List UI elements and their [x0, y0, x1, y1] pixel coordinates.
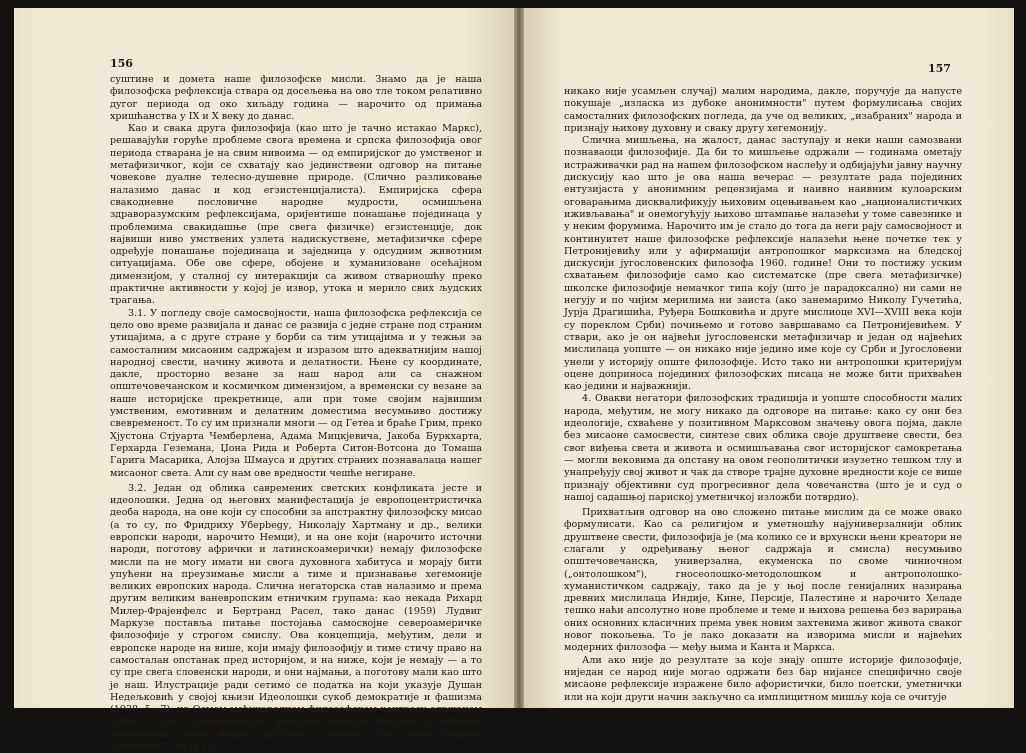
- paragraph: суштине и домета наше филозофске мисли. Знамо да је наша филозофска рефлексија ствара од досељења на ово тле током релативно дугог периода од око хиљаду година — нарочито од примања хришћанства у IX и X веку до данас.: [110, 74, 482, 122]
- paragraph: никако није усамљен случај) малим народима, дакле, поручује да напусте покушаје „изласка из дубоке анонимности" путем формулисања својих самосталних филозофских погледа, да уче од великих, „изабраних" народа и признају њихову духовну и сваку другу хегемонију.: [564, 86, 962, 134]
- left-page-text: [110, 74, 482, 753]
- left-page: [14, 8, 514, 753]
- paragraph: 3.1. У погледу своје самосвојности, наша филозофска рефлексија се цело ово време развијала и данас се развија с једне стране под страним утицајима, а с друге стране у борби са тим утицајима и у тежњи за самосталним мисаоним садржајем и изразом што адекватнијим нашој народној свести, начину живота и делатности. Њене су координате, дакле, простoрно везане за наш народ али са снажном општечовечанском и космичком димензијом, а временски су везане за наше историјске прекретнице, али при томе својим највишим умственим, емотивним и делатним доместима несумњиво достижу свевременост. То су им признали многи — од Гетеа и браће Грим, преко Хјустона Стјуарта Чемберлена, Адама Мицкјевича, Јакоба Буркхарта, Герхарда Геземана, Џона Рида и Роберта Ситон-Вотсона до Томаша Гарига Масарика, Алојза Шмауса и других страних познавалаца нашег мисаоног света. Али су нам ове вредности чешће негиране.: [110, 307, 482, 479]
- paragraph: 3.2. Један од облика савремених светских конфликата јесте и идеолошки. Једна од његових манифестација је европоцентристичка деоба народа, на оне који су способни за апстрактну филозофску мисао (а то су, по Фридриху Уберbegу, Николају Хартману и др., велики европски народи, нарочито Немци), и на оне који (нарочито источни народи, поготову афрички и латинскоамерички) немају филозофске мисли па не могу имати ни свога духовнога хабитуса и морају бити упућени на преузимање мисли а тиме и признавање хегемоније великих европских народа. Слична негаторска став налазимо и према другим великим ваневропским етничким групама: као некада Рихард Милер-Фрајенфелс и Бертранд Расел, тако данас (1959) Лудвиг Маркузе поставља питање постојања самосвојне севeроамеричке филозофије у строгом смислу. Ова концепција, међутим, дели и европске народе на више, који имају филозофију и тиме стичу право на самосталан опстанак пред историјом, и на ниже, који је немају — а то су пре свега словенски народи, и они најмањи, а поготову мали као што је наш. Илустрације ради сетимо се податка на који указује Душан Недељковић у својој књизи Идеолошки сукоб демократије и фашизма (1938, 5—7): на Осмом међународном филозофском конгресу одржаном 1934. у Прагу реакционарни филозоф Николај Хартман је добацио делегатима малих народа дословно следеће: „Ви, мали, пишите уџбенике!". Он (а то: [110, 482, 482, 753]
- book-spread: [14, 8, 1014, 753]
- right-page-text: [564, 86, 962, 704]
- paragraph: 4. Овакви негатори филозофских традиција и уопште способности малих народа, међутим, не могу никако да одговоре на питање: како су они без идеологије, схваћене у позитивном Марксовом значењу овога појма, дакле без мисаоне самосвести, синтезе свих облика своје друштвене свести, без свог виђења света и живота и осмишљавања свог историјског самокретања — могли вековима да опстану на овом геополитички изузетно тешком тлу и унапређују свој живот и чак да створе трајне духовне вредности које се више признају објективни суд прогресивног дела човечанства (што је и суд о нашој садашњој парискoj уметничкој изложби потврдио).: [564, 393, 962, 503]
- paragraph: Као и свака друга филозофија (као што је тачно истакао Маркс), решавајући горуће проблеме свога времена и српска филозофија овог периода стварана је на свим нивоима — од емпиријског до умственог и метафизичког, који се схватају као јединствени одговор на питање човекове дуалне телесно-душевне природе. (Сличнo разликовање налазимо данас и код егзистенцијалиста). Емпиријска сфера свакодневне пословичне народне мудрости, осмишљена здраворазумским рефлексијама, оријентише понашање појединаца у проблемима свакидашње (пре свега физичке) егзистенције, док највиши ниво умствених узлета надискуствене, метафизичке сфере одређује понашање појединаца и заједница у одсудним животним ситуацијама. Обе ове сфере, обојене и хуманизоване осећајном димензијом, у сталној су интеракцији са живом стварношћу преко практичне активности у којој је извор, утока и мерило свих људских трагања.: [110, 123, 482, 307]
- page-number-right: 157: [928, 62, 951, 75]
- book-gutter: [514, 8, 524, 708]
- paragraph: Слична мишљења, на жалост, данас заступају и неки наши самозвани познаваоци филозофије. Да би то мишљење одржали — годинама ометају истраживачки рад на нашем филозофском наслеђу и одбијајући јавну научну дискусију као што је ова наша вечерас — резултате рада појединих ентузијаста у анонимним рецензијама и наивно наивним кулоарским оговарањима дисквалификују њиховим оцењивањем као „националистичких иживљавања" и онемогућују њихово штампање налазећи у томе савезнике и у неким форумима. Нарочито им је стало до тога да неги рају самосвојност и континуитет наше филозофске рефлексије налазећи њене почетке тек у Петронијевићу или у афирмацији антропошког марксизма на бледској дискусији југословенских филозофа 1960. године! Они то постижу уским схватањем филозофије само као систематске (пре свега метафизичке) школске филозофије немачког типа коју (што је парадоксално) ни сами не негују и по чијим мерилима ни заиста (ако занемаримо Николу Гучетића, Јурја Драгишића, Руђера Бошковића и друге мислиоце XVI—XVIII века који су пореклом Срби) почињемо и готово завршавамо са Петронијевићем. У ствари, ако је он највећи југословенски метафизичар и један од највећих мислилаца уопште — он никако није једино име које су Срби и Југословени унели у историју опште филозофије. Исто тако ни антропошки критеријум оцене доприноса појединих филозофских писаца не може бити прихваћен као једини и најважнији.: [564, 135, 962, 393]
- page-number-left: 156: [110, 57, 133, 70]
- paragraph: Али ако није до резултате за које знају опште историје филозофије, ниједан се народ није могао одржати без бар нијансе специфично своје мисаоне рефлексије изражене било афористички, било поетски, уметнички или на који други начин закључно са имплицитном мишљу која се очитује: [564, 654, 962, 703]
- right-page: [524, 8, 1014, 708]
- paragraph: Прихватљив одговор на ово сложено питање мислим да се може овако формулисати. Као са религијом и уметношћу најуниверзалнији облик друштвене свести, филозофија је (ма колико се и врхунски њени креатори не слагали у одређивању њеног садржаја и смисла) несумњиво општечовечанска, универзална, екуменска по своме чиниочном („онтолошком"), гносеолошко-методолошком и антрополошко-хуманистичком садржају, тако да је у њој после гениjалних назирања древних мислилаца Индије, Кине, Персије, Палестине и нарочито Хеладе тешко наћи апсолутно нове проблеме и теме и њихова решења без варирања оних основних класичних према увек новим захтевима живог живота сваког новог покољења. То је лако доказати на изворима мисли и највећих модерних филозофа — међу њима и Канта и Маркса.: [564, 507, 962, 654]
